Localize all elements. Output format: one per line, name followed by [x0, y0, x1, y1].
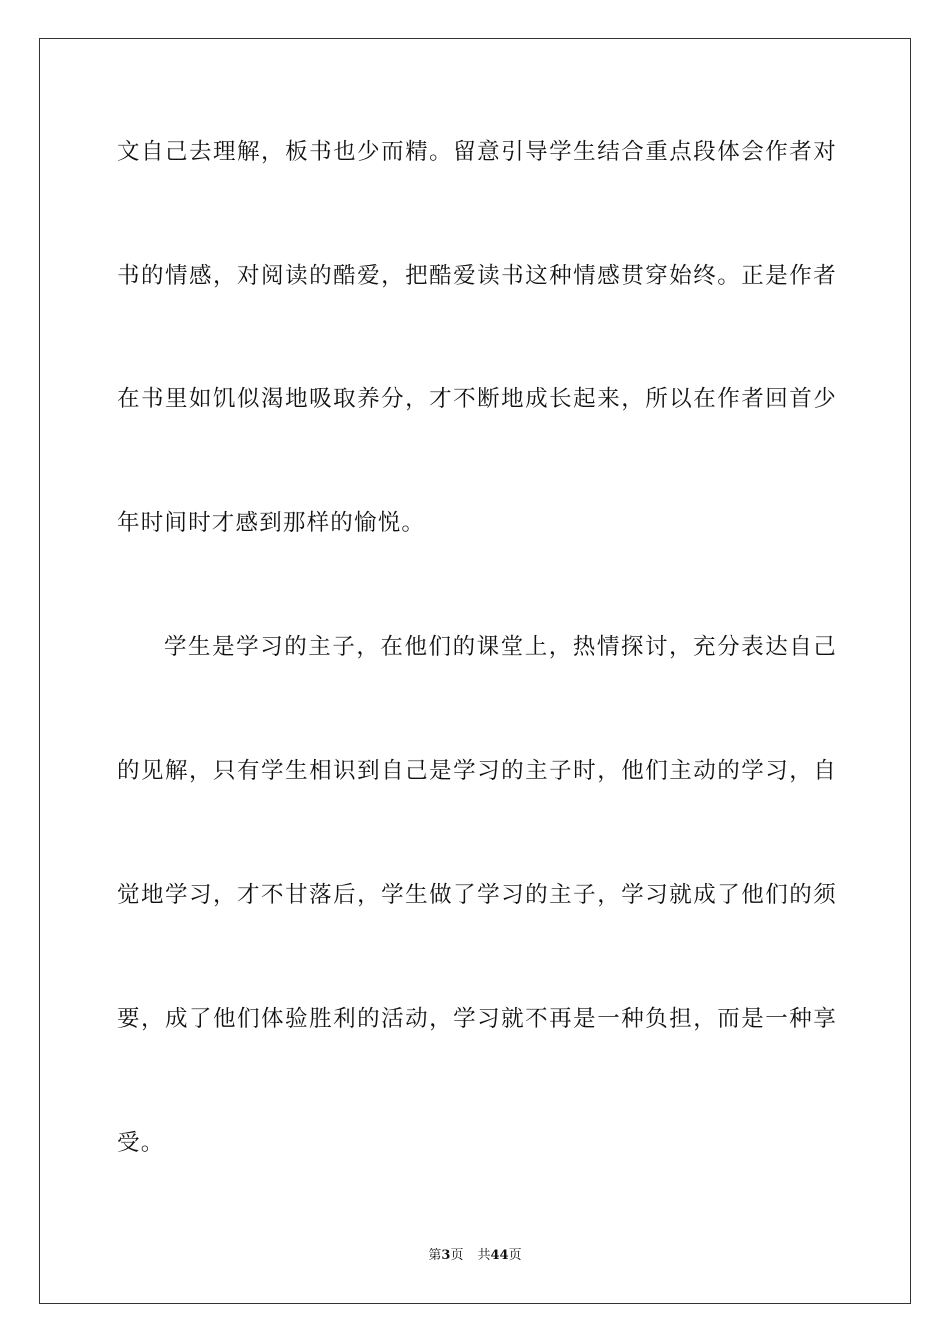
body-line-6: 的见解，只有学生相识到自己是学习的主子时，他们主动的学习，自 — [117, 758, 837, 784]
page-suffix: 页 — [450, 1248, 464, 1263]
body-line-8: 要，成了他们体验胜利的活动，学习就不再是一种负担，而是一种享 — [117, 1006, 837, 1032]
total-prefix: 共 — [477, 1248, 491, 1263]
page-footer — [0, 1247, 950, 1265]
body-line-7: 觉地学习，才不甘落后，学生做了学习的主子，学习就成了他们的须 — [117, 882, 837, 908]
total-pages: 44 — [490, 1248, 509, 1263]
page-prefix: 第 — [428, 1248, 442, 1263]
body-line-5-paragraph-start: 学生是学习的主子，在他们的课堂上，热情探讨，充分表达自己 — [164, 634, 837, 660]
total-suffix: 页 — [508, 1248, 522, 1263]
body-line-4: 年时间时才感到那样的愉悦。 — [117, 510, 426, 536]
page-number: 3 — [441, 1248, 451, 1263]
body-line-3: 在书里如饥似渴地吸取养分，才不断地成长起来，所以在作者回首少 — [117, 386, 837, 412]
body-line-2: 书的情感，对阅读的酷爱，把酷爱读书这种情感贯穿始终。正是作者 — [117, 263, 837, 289]
body-line-1: 文自己去理解，板书也少而精。留意引导学生结合重点段体会作者对 — [117, 139, 837, 165]
page-border — [39, 38, 911, 1304]
body-line-9: 受。 — [117, 1130, 165, 1156]
